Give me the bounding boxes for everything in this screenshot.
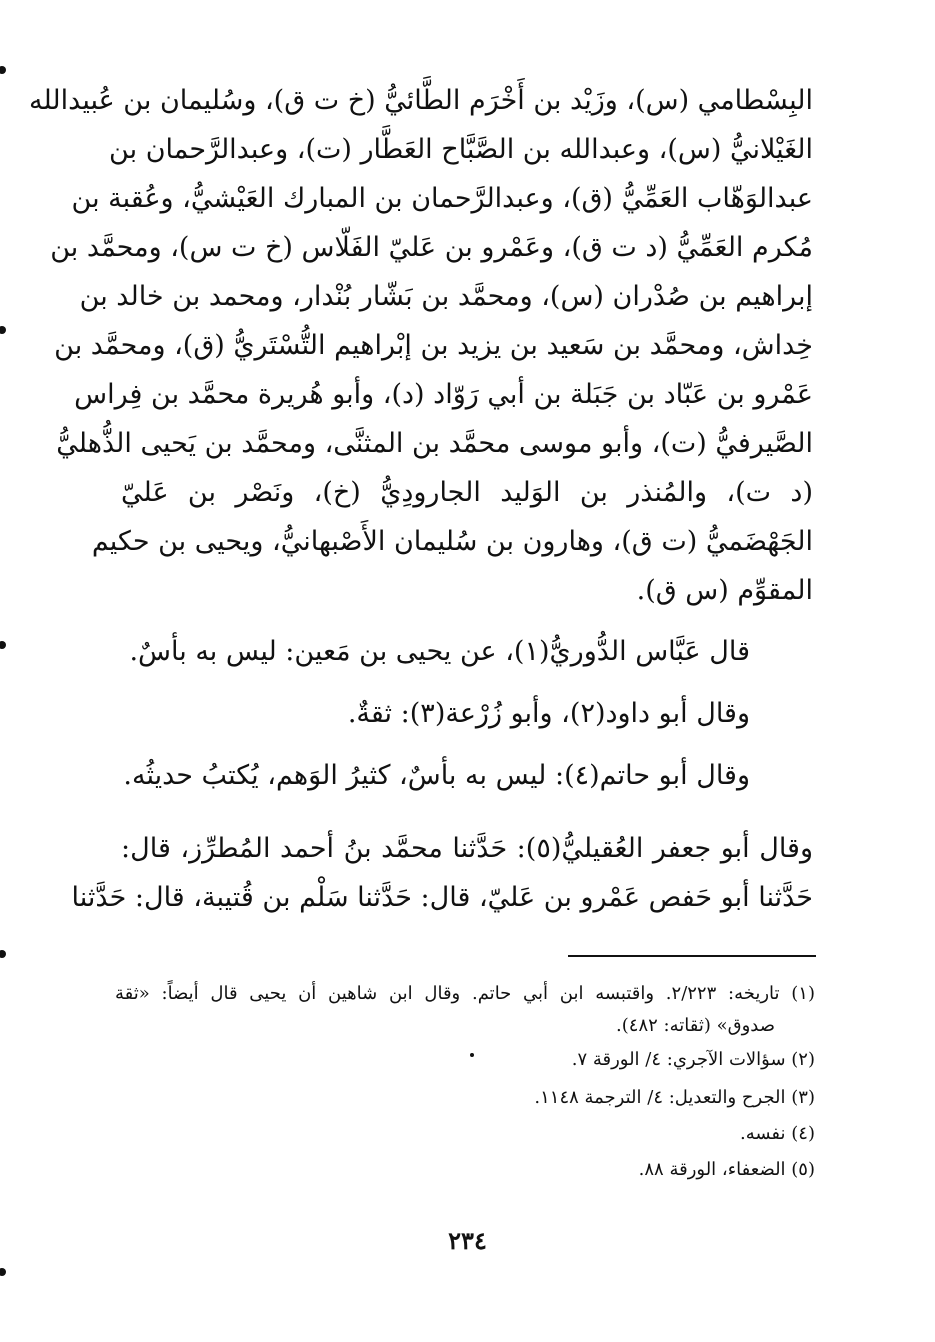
- body-line: خِداش، ومحمَّد بن سَعيد بن يزيد بن إبْراهيم التُّسْتَريُّ (ق)، ومحمَّد بن: [54, 330, 813, 361]
- body-line: عَمْرو بن عَبّاد بن جَبَلة بن أبي رَوّاد (د)، وأبو هُريرة محمَّد بن فِراس: [74, 379, 813, 410]
- body-line: الغَيْلانيُّ (س)، وعبدالله بن الصَّبَّاح العَطَّار (ت)، وعبدالرَّحمان بن: [109, 134, 813, 165]
- scan-speck: [470, 1053, 474, 1057]
- quote-line: وقال أبو داود(٢)، وأبو زُرْعة(٣): ثقةٌ.: [347, 698, 750, 729]
- closing-line: وقال أبو جعفر العُقيليُّ(٥): حَدَّثنا محمَّد بنُ أحمد المُطرِّز، قال:: [121, 833, 814, 864]
- footnote: (٥) الضعفاء، الورقة ٨٨.: [638, 1159, 815, 1180]
- body-line: الجَهْضَميُّ (ت ق)، وهارون بن سُليمان الأَصْبهانيُّ، ويحيى بن حكيم: [91, 526, 813, 557]
- body-line: المقوِّم (س ق).: [636, 575, 813, 606]
- body-line: إبراهيم بن صُدْران (س)، ومحمَّد بن بَشّار بُنْدار، ومحمد بن خالد بن: [79, 281, 813, 312]
- margin-mark: [0, 641, 6, 649]
- closing-line: حَدَّثنا أبو حَفص عَمْرو بن عَليّ، قال: حَدَّثنا سَلْم بن قُتيبة، قال: حَدَّثنا: [71, 882, 813, 913]
- footnote: صدوق» (ثقاته: ٤٨٢).: [616, 1015, 775, 1036]
- page-number: ٢٣٤: [448, 1226, 487, 1255]
- body-line: البِسْطامي (س)، وزَيْد بن أَخْرَم الطَّائيُّ (خ ت ق)، وسُليمان بن عُبيدالله: [29, 85, 813, 116]
- footnote: (٤) نفسه.: [740, 1123, 815, 1144]
- footnote: (٣) الجرح والتعديل: ٤/ الترجمة ١١٤٨.: [534, 1087, 815, 1108]
- footnote-separator: [568, 955, 816, 957]
- footnote: (٢) سؤالات الآجري: ٤/ الورقة ٧.: [571, 1049, 815, 1070]
- margin-mark: [0, 950, 6, 958]
- margin-mark: [0, 1268, 6, 1276]
- quote-line: قال عَبَّاس الدُّوريُّ(١)، عن يحيى بن مَعين: ليس به بأسٌ.: [129, 636, 750, 667]
- body-line: الصَّيرفيُّ (ت)، وأبو موسى محمَّد بن المثنَّى، ومحمَّد بن يَحيى الذُّهليُّ: [56, 428, 813, 459]
- body-line: (د ت)، والمُنذر بن الوَليد الجارودِيُّ (خ)، ونَصْر بن عَليّ: [121, 477, 813, 508]
- margin-mark: [0, 66, 6, 74]
- quote-line: وقال أبو حاتم(٤): ليس به بأسٌ، كثيرُ الوَهم، يُكتبُ حديثُه.: [123, 760, 750, 791]
- body-line: مُكرم العَمِّيُّ (د ت ق)، وعَمْرو بن عَليّ الفَلّاس (خ ت س)، ومحمَّد بن: [50, 232, 813, 263]
- body-line: عبدالوَهّاب العَمِّيُّ (ق)، وعبدالرَّحمان بن المبارك العَيْشيُّ، وعُقبة بن: [71, 183, 813, 214]
- footnote: (١) تاريخه: ٢/٢٢٣. واقتبسه ابن أبي حاتم. وقال ابن شاهين أن يحيى قال أيضاً: «ثقة: [115, 983, 815, 1004]
- margin-mark: [0, 326, 6, 334]
